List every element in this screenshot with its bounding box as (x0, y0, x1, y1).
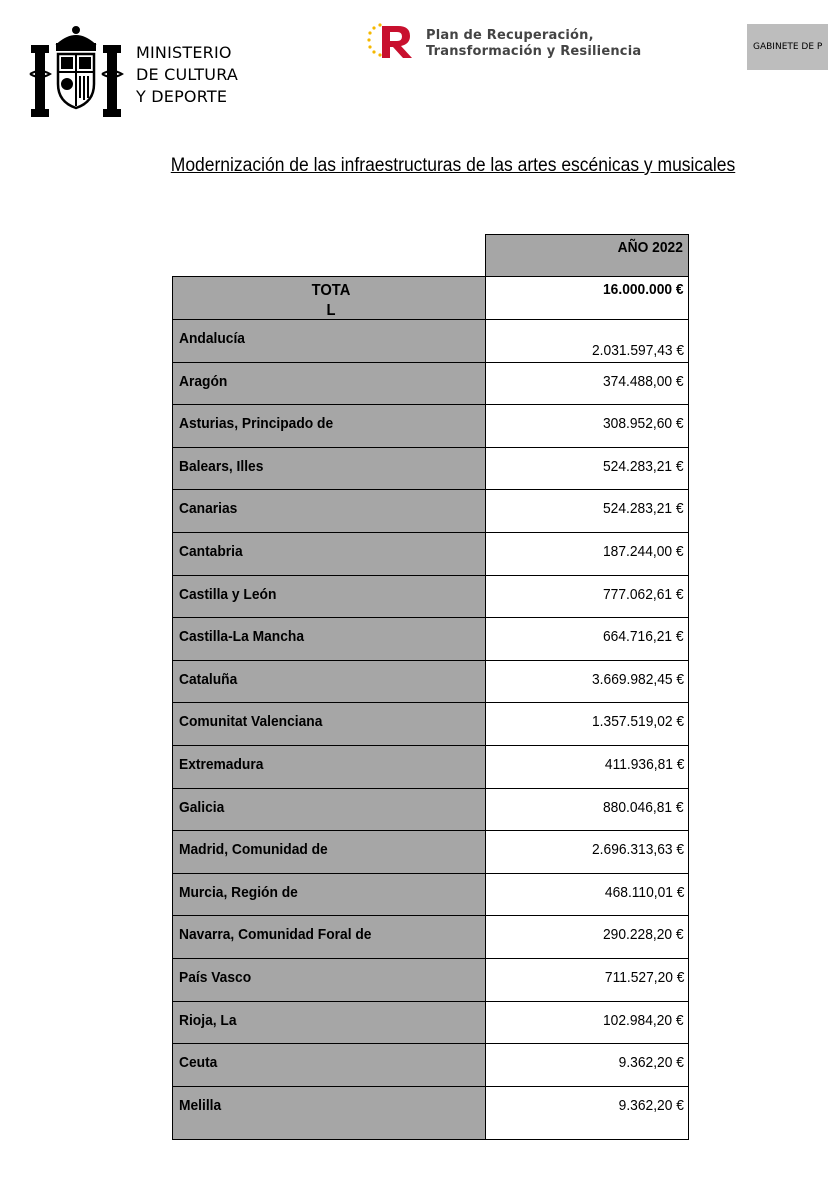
region-cell (172, 915, 487, 959)
region-cell (172, 958, 487, 1002)
document-header (0, 0, 828, 130)
amount-value: 2.031.597,43 € (591, 342, 684, 359)
region-name: Castilla y León (179, 586, 277, 603)
amount-value: 290.228,20 € (603, 926, 684, 943)
amount-cell (485, 404, 689, 448)
amount-value: 664.716,21 € (603, 628, 684, 645)
year-header: AÑO 2022 (617, 239, 683, 256)
amount-cell (485, 873, 689, 917)
amount-cell (485, 830, 689, 874)
year-header-cell (485, 234, 689, 278)
region-cell (172, 660, 487, 704)
total-label-line: TOTA (311, 282, 351, 299)
amount-cell (485, 1001, 689, 1045)
amount-cell (485, 532, 689, 576)
ministry-line: DE CULTURA (136, 65, 239, 84)
region-name: Andalucía (179, 330, 245, 347)
amount-cell (485, 575, 689, 619)
coat-of-arms-icon (26, 22, 126, 122)
region-cell (172, 1043, 487, 1087)
amount-value: 9.362,20 € (618, 1054, 684, 1071)
recovery-plan-name (426, 28, 641, 60)
total-value: 16.000.000 € (603, 281, 684, 298)
amount-value: 308.952,60 € (603, 415, 684, 432)
region-name: Extremadura (179, 756, 264, 773)
amount-cell (485, 1086, 689, 1140)
region-cell (172, 745, 487, 789)
region-cell (172, 404, 487, 448)
region-cell (172, 532, 487, 576)
region-cell (172, 873, 487, 917)
amount-value: 187.244,00 € (603, 543, 684, 560)
amount-value: 777.062,61 € (603, 586, 684, 603)
amount-value: 468.110,01 € (604, 884, 684, 901)
ministry-line: MINISTERIO (136, 43, 232, 62)
region-cell (172, 830, 487, 874)
region-cell (172, 702, 487, 746)
region-cell (172, 617, 487, 661)
region-name: Cataluña (179, 671, 238, 688)
ministry-name (136, 42, 238, 108)
region-cell (172, 1086, 487, 1140)
region-cell (172, 362, 487, 406)
region-name: Madrid, Comunidad de (179, 841, 328, 858)
total-label (186, 281, 477, 321)
total-value-cell (485, 276, 689, 321)
amount-cell (485, 702, 689, 746)
region-name: País Vasco (179, 969, 252, 986)
cabinet-label: GABINETE DE P (747, 24, 828, 70)
amount-value: 374.488,00 € (603, 373, 684, 390)
amount-cell (485, 319, 689, 363)
amount-value: 3.669.982,45 € (591, 671, 684, 688)
amount-cell (485, 915, 689, 959)
document-title: Modernización de las infraestructuras de las artes escénicas y musicales (170, 155, 736, 176)
region-name: Canarias (179, 500, 238, 517)
amount-value: 102.984,20 € (603, 1012, 684, 1029)
amount-value: 9.362,20 € (618, 1097, 684, 1114)
amount-value: 880.046,81 € (603, 799, 684, 816)
region-cell (172, 1001, 487, 1045)
recovery-plan-logo-icon (366, 22, 416, 60)
region-name: Navarra, Comunidad Foral de (179, 926, 372, 943)
region-name: Comunitat Valenciana (179, 713, 323, 730)
amount-cell (485, 660, 689, 704)
region-name: Murcia, Región de (179, 884, 298, 901)
region-name: Rioja, La (179, 1012, 237, 1029)
amount-cell (485, 489, 689, 533)
amount-cell (485, 362, 689, 406)
region-name: Balears, Illes (179, 458, 264, 475)
region-cell (172, 575, 487, 619)
total-label-cell (172, 276, 487, 321)
region-cell (172, 447, 487, 491)
region-cell (172, 489, 487, 533)
region-name: Galicia (179, 799, 225, 816)
plan-line: Plan de Recuperación, (426, 28, 594, 43)
amount-cell (485, 958, 689, 1002)
amount-value: 524.283,21 € (603, 500, 684, 517)
amount-cell (485, 745, 689, 789)
amount-cell (485, 788, 689, 832)
amount-cell (485, 617, 689, 661)
amount-value: 524.283,21 € (603, 458, 684, 475)
amount-value: 2.696.313,63 € (591, 841, 684, 858)
amount-value: 1.357.519,02 € (591, 713, 684, 730)
region-name: Aragón (179, 373, 228, 390)
amount-value: 711.527,20 € (604, 969, 684, 986)
amount-cell (485, 1043, 689, 1087)
plan-line: Transformación y Resiliencia (426, 44, 642, 59)
region-cell (172, 788, 487, 832)
region-name: Ceuta (179, 1054, 218, 1071)
region-name: Castilla-La Mancha (179, 628, 305, 645)
region-cell (172, 319, 487, 363)
region-name: Asturias, Principado de (179, 415, 334, 432)
region-name: Cantabria (179, 543, 243, 560)
ministry-line: Y DEPORTE (136, 87, 228, 106)
amount-cell (485, 447, 689, 491)
region-name: Melilla (179, 1097, 222, 1114)
total-label-line: L (326, 302, 336, 319)
amount-value: 411.936,81 € (604, 756, 684, 773)
